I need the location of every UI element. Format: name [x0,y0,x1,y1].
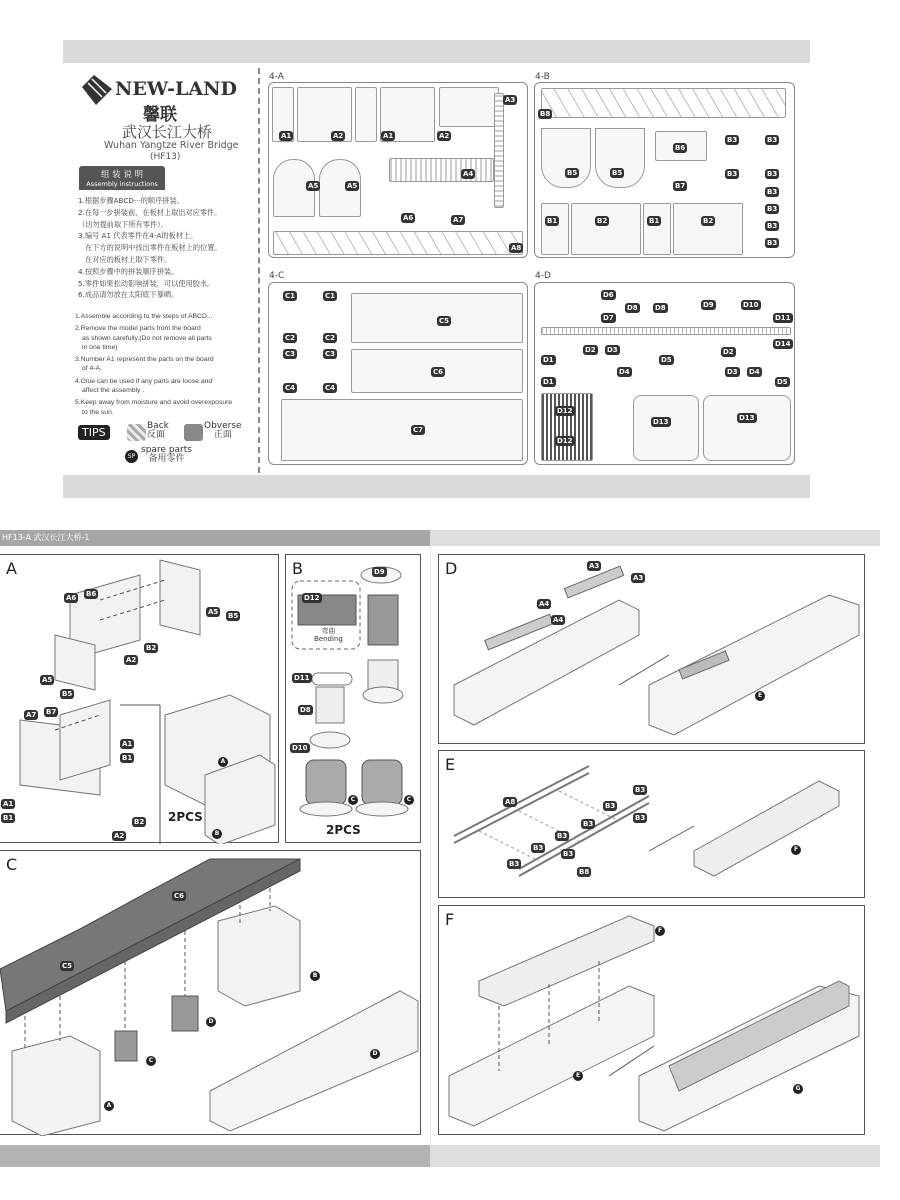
logo-icon [82,75,112,105]
step-a-panel [0,554,279,843]
part-badge: B3 [533,844,544,852]
part-badge: B3 [767,188,778,196]
section-header-bar [0,530,430,546]
board-4a [268,82,528,258]
instr-cn: 1.根据步骤ABCD···的顺序拼装。 [78,196,184,205]
part-badge: B5 [228,612,239,620]
instr-en: 1.Assemble according to the steps of ABCD... [75,313,213,320]
part-badge: D14 [775,340,791,348]
part-shape [643,203,671,255]
assembly-marker: F [655,926,665,936]
part-badge: B3 [767,136,778,144]
part-badge: B3 [635,814,646,822]
instr-en: as shown carefully.(Do not remove all parts [82,334,212,342]
obverse-swatch-icon [184,424,203,441]
instr-cn: 5.零件如果松动影响拼装，可以使用胶水。 [78,278,215,288]
product-title-cn: 武汉长江大桥 [122,123,213,141]
step-title: F [445,910,455,929]
part-badge: C7 [413,426,424,434]
bending-label [312,627,345,643]
obverse-en: Obverse [204,421,242,431]
bending-cn: 弯曲 [321,627,336,635]
step-d-panel [438,554,865,744]
part-badge: D1 [543,356,554,364]
part-badge: D4 [749,368,760,376]
board-4c [268,282,528,465]
step-e-panel [438,750,865,898]
part-badge: D2 [723,348,734,356]
instructions-en [75,312,253,417]
brand-name-cn: 馨联 [143,105,177,125]
part-badge: C5 [62,962,73,970]
part-badge: A1 [3,800,14,808]
part-shape [281,399,523,461]
assembly-marker: E [755,691,765,701]
instr-cn: 在下方的说明中找出零件在板材上的位置。 [85,243,222,253]
assembly-marker: B [310,971,320,981]
part-badge: B2 [703,217,714,225]
part-shape [439,87,499,127]
board-label: 4-A [269,72,284,82]
part-badge: D11 [294,674,310,682]
quantity-label: 2PCS [326,823,361,837]
spare-parts-icon: SP [125,450,138,463]
part-badge: B7 [46,708,57,716]
part-shape [389,158,494,182]
part-badge: A1 [383,132,394,140]
assembly-marker: D [370,1049,380,1059]
brand-name: NEW-LAND [115,78,237,100]
instr-cn: 在对应的板材上取下零件。 [85,254,172,264]
part-badge: A3 [505,96,516,104]
footer-bar [0,1145,430,1167]
column-divider [430,546,431,1145]
instr-en: of 4-A. [82,365,103,373]
part-badge: C1 [325,292,336,300]
section-header: HF13-A 武汉长江大桥-1 [2,533,90,542]
product-title-en: Wuhan Yangtze River Bridge [104,140,239,151]
obverse-label [204,422,242,440]
part-badge: B1 [122,754,133,762]
part-badge: D3 [727,368,738,376]
part-badge: A5 [208,608,219,616]
back-cn: 反面 [147,430,166,440]
assembly-header [79,166,165,190]
part-badge: B3 [509,860,520,868]
part-badge: B5 [567,169,578,177]
part-badge: A5 [347,182,358,190]
part-badge: D4 [619,368,630,376]
step-f-drawing [439,906,866,1136]
instr-en: to the sun. [82,408,114,416]
part-badge: B2 [134,818,145,826]
obverse-cn: 正面 [213,430,232,440]
part-badge: B3 [635,786,646,794]
part-badge: D11 [775,314,791,322]
assembly-marker: A [104,1101,114,1111]
part-badge: A4 [553,616,564,624]
top-bottom-bar [63,475,810,498]
board-4b [534,82,795,258]
board-label: 4-C [269,271,285,281]
part-shape [571,203,641,255]
part-badge: A3 [633,574,644,582]
instr-cn: 3.编号 A1 代表零件在4-A的板材上。 [78,231,198,241]
part-badge: A7 [453,216,464,224]
part-badge: C2 [325,334,336,342]
board-4d [534,282,795,465]
part-badge: B3 [583,820,594,828]
part-shape [633,395,699,461]
instr-en: 2.Remove the model parts from the board [75,325,201,333]
part-badge: D13 [653,418,669,426]
part-badge: A4 [463,170,474,178]
part-badge: C2 [285,334,296,342]
assembly-marker: C [348,795,358,805]
spare-en: spare parts [141,445,192,455]
back-en: Back [147,421,169,431]
part-badge: D1 [543,378,554,386]
part-badge: D9 [703,301,714,309]
part-badge: A6 [403,214,414,222]
part-shape [595,128,645,188]
assembly-marker: G [793,1084,803,1094]
part-badge: D8 [655,304,666,312]
part-badge: D3 [607,346,618,354]
instr-en: 3.Number A1 represent the parts on the board [75,356,214,364]
part-badge: B3 [767,205,778,213]
assembly-marker: A [218,757,228,767]
step-f-panel [438,905,865,1135]
assembly-marker: E [573,1071,583,1081]
part-badge: B5 [612,169,623,177]
part-badge: C6 [433,368,444,376]
part-badge: A6 [66,594,77,602]
part-badge: B7 [675,182,686,190]
part-badge: C4 [325,384,336,392]
part-badge: B1 [547,217,558,225]
part-badge: A5 [308,182,319,190]
part-shape [673,203,743,255]
model-number: (HF13) [150,152,181,162]
part-badge: B3 [605,802,616,810]
board-label: 4-D [535,271,551,281]
part-badge: B6 [675,144,686,152]
back-swatch-icon [127,424,146,441]
assembly-header-en: Assembly instructions [86,180,158,188]
part-badge: D9 [374,568,385,576]
bending-en: Bending [314,635,343,643]
part-shape [703,395,791,461]
part-badge: C4 [285,384,296,392]
spare-cn: 备用零件 [148,454,185,464]
part-badge: B3 [563,850,574,858]
assembly-header-cn: 组 装 说 明 [100,170,144,180]
part-badge: B3 [767,239,778,247]
part-badge: D12 [557,437,573,445]
part-badge: D10 [292,744,308,752]
assembly-marker: C [404,795,414,805]
part-badge: A7 [26,711,37,719]
part-shape [541,203,569,255]
tips-badge: TIPS [78,425,110,440]
part-badge: A2 [439,132,450,140]
top-bar [63,40,810,63]
instr-en: in one time) [82,343,118,351]
step-d-drawing [439,555,866,745]
assembly-marker: D [206,1017,216,1027]
part-badge: D5 [661,356,672,364]
assembly-marker: F [791,845,801,855]
part-badge: A2 [333,132,344,140]
part-badge: C3 [325,350,336,358]
part-badge: A4 [539,600,550,608]
instr-cn: （切勿提前取下所有零件）。 [78,219,168,229]
instr-cn: 2.在每一步拼装前，在板材上取出对应零件。 [78,207,222,217]
part-badge: B8 [579,868,590,876]
assembly-marker: C [146,1056,156,1066]
back-label [147,422,169,440]
instr-en: affect the assembly . [82,387,145,395]
step-title: E [445,755,456,774]
part-badge: B3 [767,170,778,178]
part-shape [494,93,504,208]
instr-en: 5.Keep away from moisture and avoid overexposure [75,399,233,407]
dashed-divider [258,68,260,473]
part-badge: C3 [285,350,296,358]
part-badge: D8 [300,706,311,714]
part-badge: B2 [146,644,157,652]
part-shape [355,87,377,142]
part-badge: B5 [62,690,73,698]
part-badge: B8 [540,110,551,118]
step-title: B [292,559,303,578]
part-badge: B6 [86,590,97,598]
part-badge: A8 [505,798,516,806]
part-badge: C1 [285,292,296,300]
part-badge: D8 [627,304,638,312]
part-badge: D12 [304,594,320,602]
part-badge: B2 [597,217,608,225]
part-badge: C6 [174,892,185,900]
instr-cn: 4.按照步骤中的拼装顺序拼装。 [78,266,179,276]
part-badge: A1 [122,740,133,748]
step-a-drawing [0,555,280,844]
step-title: C [6,855,18,874]
spare-label [141,446,192,464]
part-shape [541,393,593,461]
part-badge: D12 [557,407,573,415]
part-badge: B1 [649,217,660,225]
part-badge: B3 [727,136,738,144]
part-shape [273,231,523,255]
part-badge: C5 [439,317,450,325]
step-c-panel [0,850,421,1135]
instr-cn: 6.成品请勿放在太阳底下暴晒。 [78,290,179,300]
part-badge: D2 [585,346,596,354]
step-b-panel [285,554,421,843]
step-e-drawing [439,751,866,899]
part-badge: A2 [114,832,125,840]
part-badge: B3 [727,170,738,178]
board-label: 4-B [535,72,550,82]
part-shape [541,128,591,188]
part-badge: D10 [743,301,759,309]
part-badge: B1 [3,814,14,822]
part-badge: D7 [603,314,614,322]
quantity-label: 2PCS [168,810,203,824]
part-shape [541,327,791,335]
part-badge: A5 [42,676,53,684]
part-badge: A1 [281,132,292,140]
step-title: A [6,559,17,578]
instructions-cn [78,195,256,301]
part-badge: A3 [589,562,600,570]
footer-bar-right [430,1145,880,1167]
instr-en: 4.Glue can be used if any parts are loose and [75,377,213,385]
step-c-drawing [0,851,422,1136]
part-badge: B3 [767,222,778,230]
assembly-marker: B [212,829,222,839]
part-badge: B3 [557,832,568,840]
part-shape [541,88,786,118]
part-badge: D6 [603,291,614,299]
part-badge: D5 [777,378,788,386]
part-badge: D13 [739,414,755,422]
step-title: D [445,559,458,578]
section-header-bar-right [430,530,880,546]
part-badge: A8 [511,244,522,252]
part-badge: A2 [126,656,137,664]
